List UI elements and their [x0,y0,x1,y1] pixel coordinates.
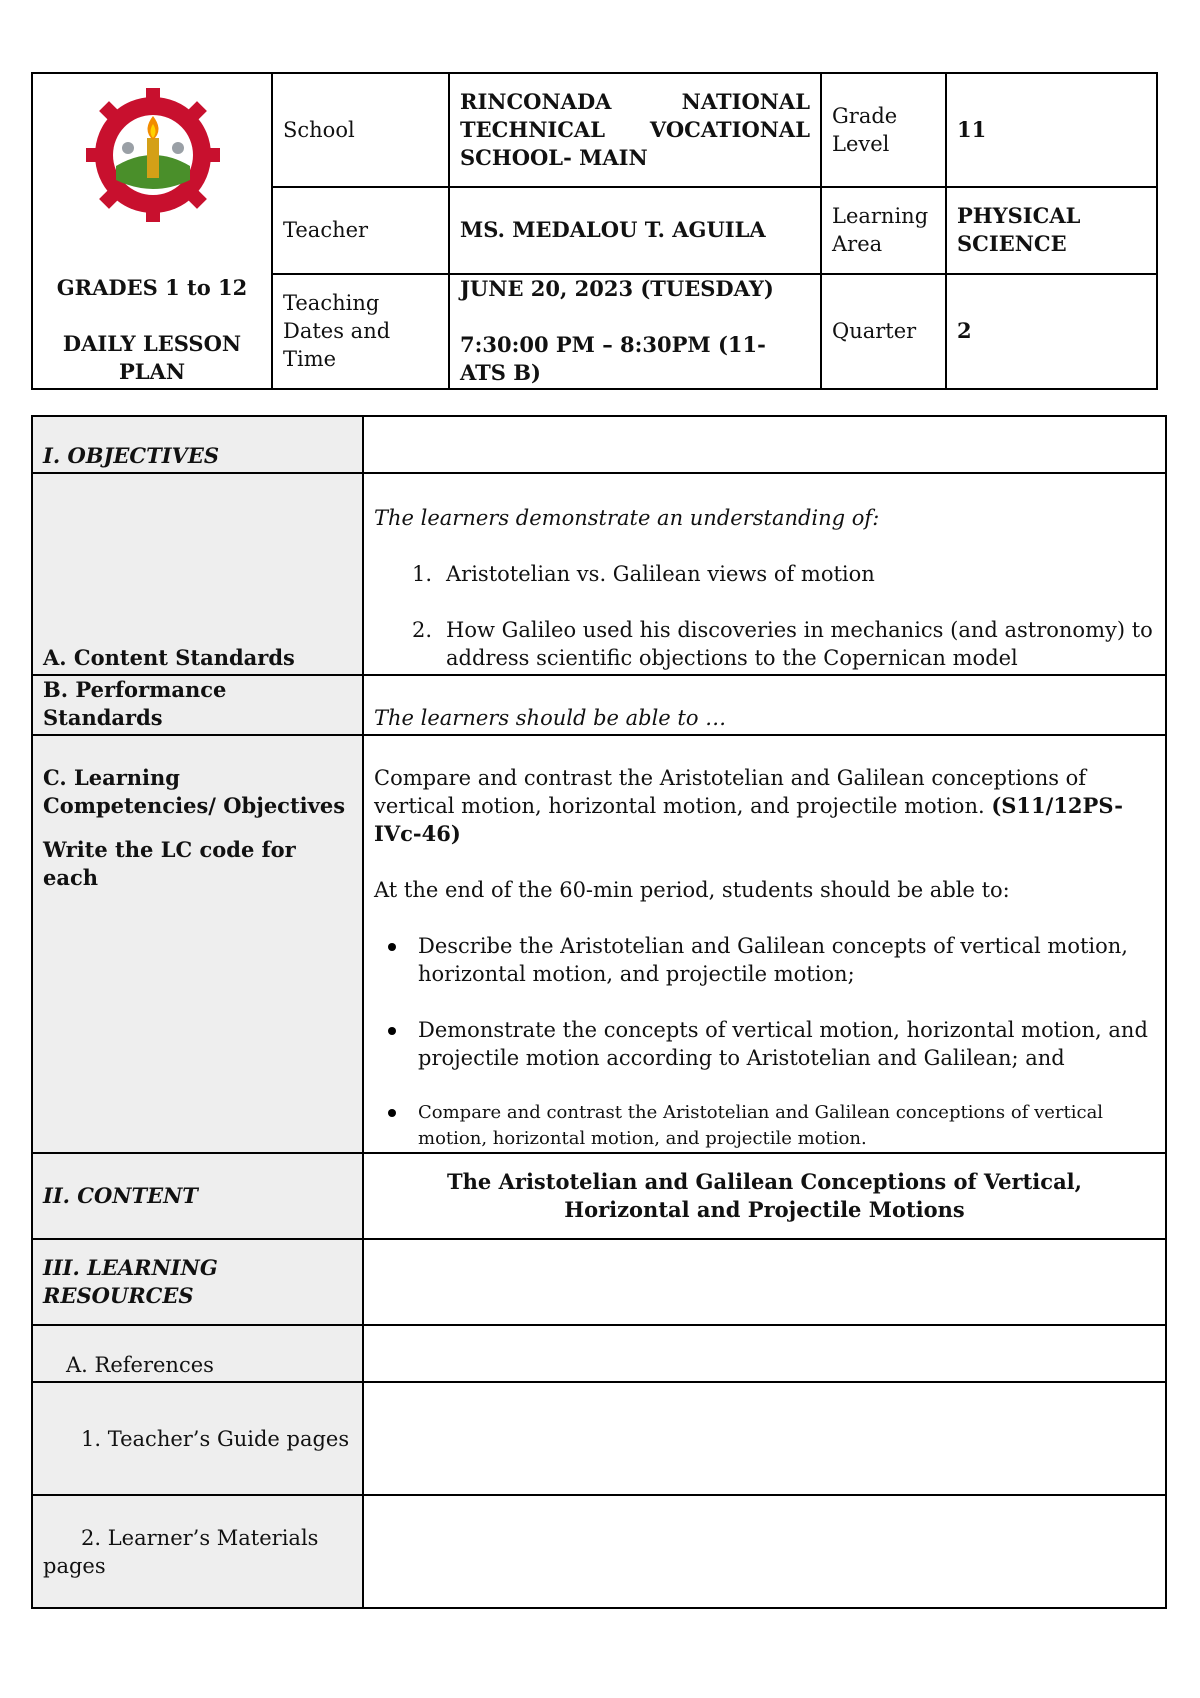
learners-materials-label: 2. Learner’s Materials pages [32,1495,363,1608]
competencies-value [363,735,1166,1153]
objective-bullet: Compare and contrast the Aristotelian and Galilean conceptions of vertical motion, horizontal motion, and projectile motion. [374,1100,1155,1152]
learning-resources-empty-cell [363,1239,1166,1325]
references-label: A. References [32,1325,363,1382]
teaching-dates-label: Teaching Dates and Time [272,274,449,389]
learning-resources-heading: III. LEARNING RESOURCES [32,1239,363,1325]
grade-level-label: Grade Level [821,73,946,187]
competencies-label-cell [32,735,363,1153]
date-value: JUNE 20, 2023 (TUESDAY) [460,276,774,302]
content-standards-intro: The learners demonstrate an understanding of: [374,506,880,530]
school-value: RINCONADA NATIONAL TECHNICAL VOCATIONAL SCHOOL- MAIN [449,73,821,187]
time-value: 7:30:00 PM – 8:30PM (11-ATS B) [460,332,766,386]
objective-bullet: Demonstrate the concepts of vertical motion, horizontal motion, and projectile motion according to Aristotelian and Galilean; and [374,1016,1155,1072]
quarter-label: Quarter [821,274,946,389]
references-empty-cell [363,1325,1166,1382]
content-standards-label: A. Content Standards [32,473,363,675]
teacher-label: Teacher [272,187,449,274]
lc-code-label: Write the LC code for each [43,837,296,890]
school-label: School [272,73,449,187]
grades-label: GRADES 1 to 12 [56,275,248,300]
content-standard-item: 2. How Galileo used his discoveries in mechanics (and astronomy) to address scientific objections to the Copernican model [412,618,1153,670]
competency-text: Compare and contrast the Aristotelian and Galilean conceptions of vertical motion, horizontal motion, and projectile motion. (S11/12PS-IVc-46) [374,766,1123,846]
lesson-plan-table [31,415,1167,1609]
learning-area-label: Learning Area [821,187,946,274]
teaching-dates-value [449,274,821,389]
learning-area-value: PHYSICAL SCIENCE [946,187,1157,274]
objective-bullet: Describe the Aristotelian and Galilean concepts of vertical motion, horizontal motion, and projectile motion; [374,932,1155,988]
performance-standards-label: B. Performance Standards [32,675,363,735]
objectives-empty-cell [363,416,1166,473]
learners-materials-empty-cell [363,1495,1166,1608]
objectives-heading: I. OBJECTIVES [32,416,363,473]
content-heading: II. CONTENT [32,1153,363,1239]
teacher-value: MS. MEDALOU T. AGUILA [449,187,821,274]
teachers-guide-label: 1. Teacher’s Guide pages [32,1382,363,1495]
performance-standards-value: The learners should be able to … [363,675,1166,735]
content-standards-value [363,473,1166,675]
content-standard-item: 1. Aristotelian vs. Galilean views of motion [412,562,875,586]
teachers-guide-empty-cell [363,1382,1166,1495]
competency-code: (S11/12PS-IVc-46) [374,793,1123,846]
logo-cell [32,73,272,389]
period-intro: At the end of the 60-min period, students should be able to: [374,878,1010,902]
dlp-label: DAILY LESSON PLAN [62,331,242,384]
header-table [31,72,1158,390]
school-seal-logo [86,88,220,222]
quarter-value: 2 [946,274,1157,389]
competencies-label: C. Learning Competencies/ Objectives [43,765,346,818]
content-value: The Aristotelian and Galilean Conceptions of Vertical, Horizontal and Projectile Motions [363,1153,1166,1239]
grade-level-value: 11 [946,73,1157,187]
